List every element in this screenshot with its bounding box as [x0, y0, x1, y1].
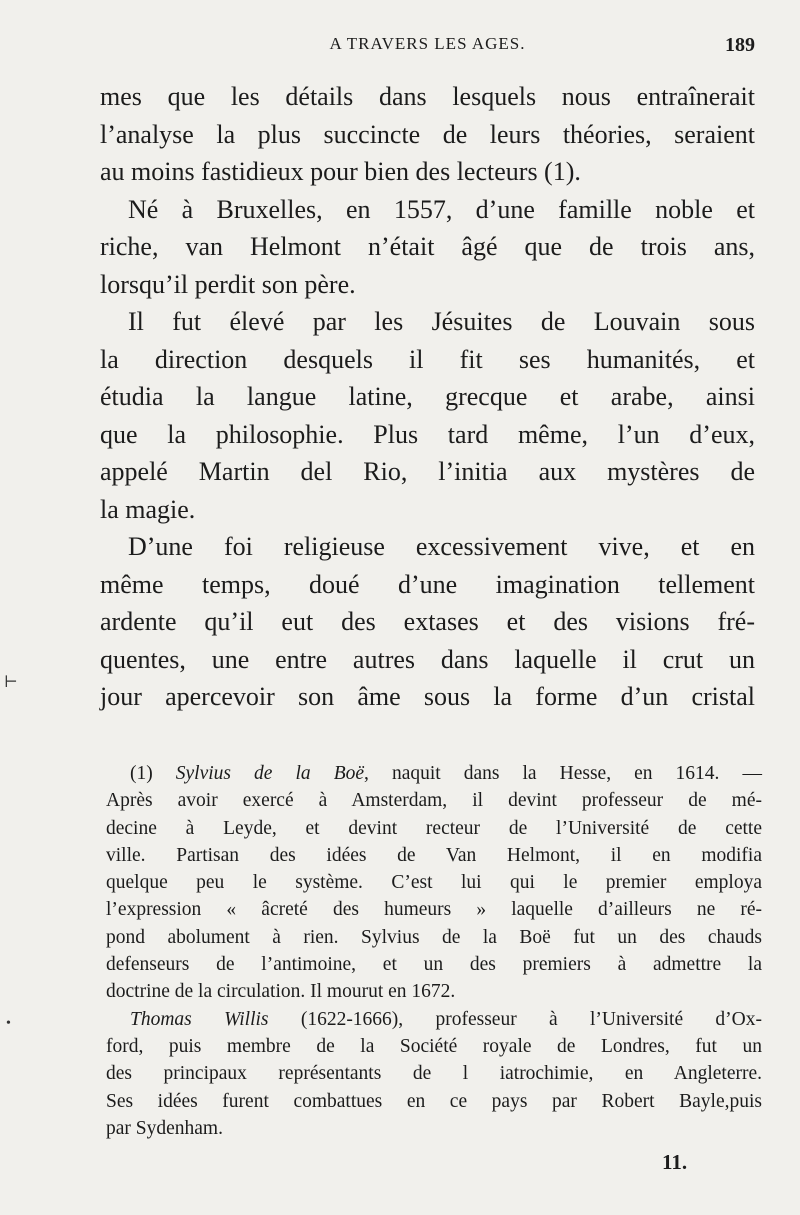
text-line: étudia la langue latine, grecque et arabe, ainsi	[100, 382, 755, 411]
footnote-text: (1622-1666), professeur à l’Université d’Ox-	[268, 1008, 762, 1030]
footnote-line: ville. Partisan des idées de Van Helmont, il en modifia	[106, 844, 762, 866]
signature-mark: 11.	[662, 1150, 688, 1174]
text-line: au moins fastidieux pour bien des lecteurs (1).	[100, 157, 581, 186]
footnote-line	[106, 1006, 762, 1033]
footnote-line: Après avoir exercé à Amsterdam, il devint professeur de mé-	[106, 790, 762, 812]
text-line: mes que les détails dans lesquels nous entraînerait	[100, 82, 755, 111]
text-line: riche, van Helmont n’était âgé que de trois ans,	[100, 232, 755, 261]
footnote-line: doctrine de la circulation. Il mourut en 1672.	[106, 981, 456, 1003]
footnote-line	[106, 760, 762, 787]
margin-dot-icon: •	[6, 1016, 11, 1031]
text-line: la direction desquels il fit ses humanités, et	[100, 344, 755, 374]
running-title: A TRAVERS LES AGES.	[329, 34, 526, 53]
text-line: quentes, une entre autres dans laquelle il crut un	[100, 644, 755, 674]
text-line: D’une foi religieuse excessivement vive, et en	[128, 532, 755, 561]
footnote-line: defenseurs de l’antimoine, et un des premiers à admettre la	[106, 954, 762, 976]
footnote-line: Ses idées furent combattues en ce pays par Robert Bayle,puis	[106, 1090, 762, 1112]
margin-tick-icon: ⊢	[4, 674, 18, 691]
footnote-name: Thomas Willis	[130, 1008, 269, 1030]
footnote-line: pond abolument à rien. Sylvius de la Boë fut un des chauds	[106, 926, 762, 948]
footnote-line: ford, puis membre de la Société royale de Londres, fut un	[106, 1035, 762, 1057]
text-line: appelé Martin del Rio, l’initia aux mystères de	[100, 457, 755, 486]
footnote-line: decine à Leyde, et devint recteur de l’Université de cette	[106, 817, 762, 839]
footnote-line: l’expression « âcreté des humeurs » laquelle d’ailleurs ne ré-	[106, 899, 762, 921]
text-line: ardente qu’il eut des extases et des visions fré-	[100, 607, 755, 636]
text-line: la magie.	[100, 494, 196, 524]
page-header	[100, 34, 755, 64]
footnote-marker: (1)	[130, 763, 176, 784]
text-line: Né à Bruxelles, en 1557, d’une famille noble et	[128, 194, 755, 224]
text-line: Il fut élevé par les Jésuites de Louvain sous	[128, 307, 755, 336]
footnote-line: des principaux représentants de l iatrochimie, en Angleterre.	[106, 1063, 762, 1085]
text-line: que la philosophie. Plus tard même, l’un d’eux,	[100, 419, 755, 449]
text-line: jour apercevoir son âme sous la forme d’un cristal	[100, 682, 755, 711]
main-text	[100, 78, 755, 716]
footnote-line: par Sydenham.	[106, 1117, 223, 1139]
footnote-text: , naquit dans la Hesse, en 1614. —	[364, 763, 762, 784]
text-line: l’analyse la plus succincte de leurs théories, seraient	[100, 119, 755, 149]
footnote-name: Sylvius de la Boë	[175, 763, 365, 784]
footnote-line: quelque peu le système. C’est lui qui le premier employa	[106, 872, 762, 894]
page-number: 189	[725, 34, 755, 56]
footnotes	[106, 760, 762, 1142]
text-line: même temps, doué d’une imagination tellement	[100, 569, 755, 599]
text-line: lorsqu’il perdit son père.	[100, 269, 356, 299]
